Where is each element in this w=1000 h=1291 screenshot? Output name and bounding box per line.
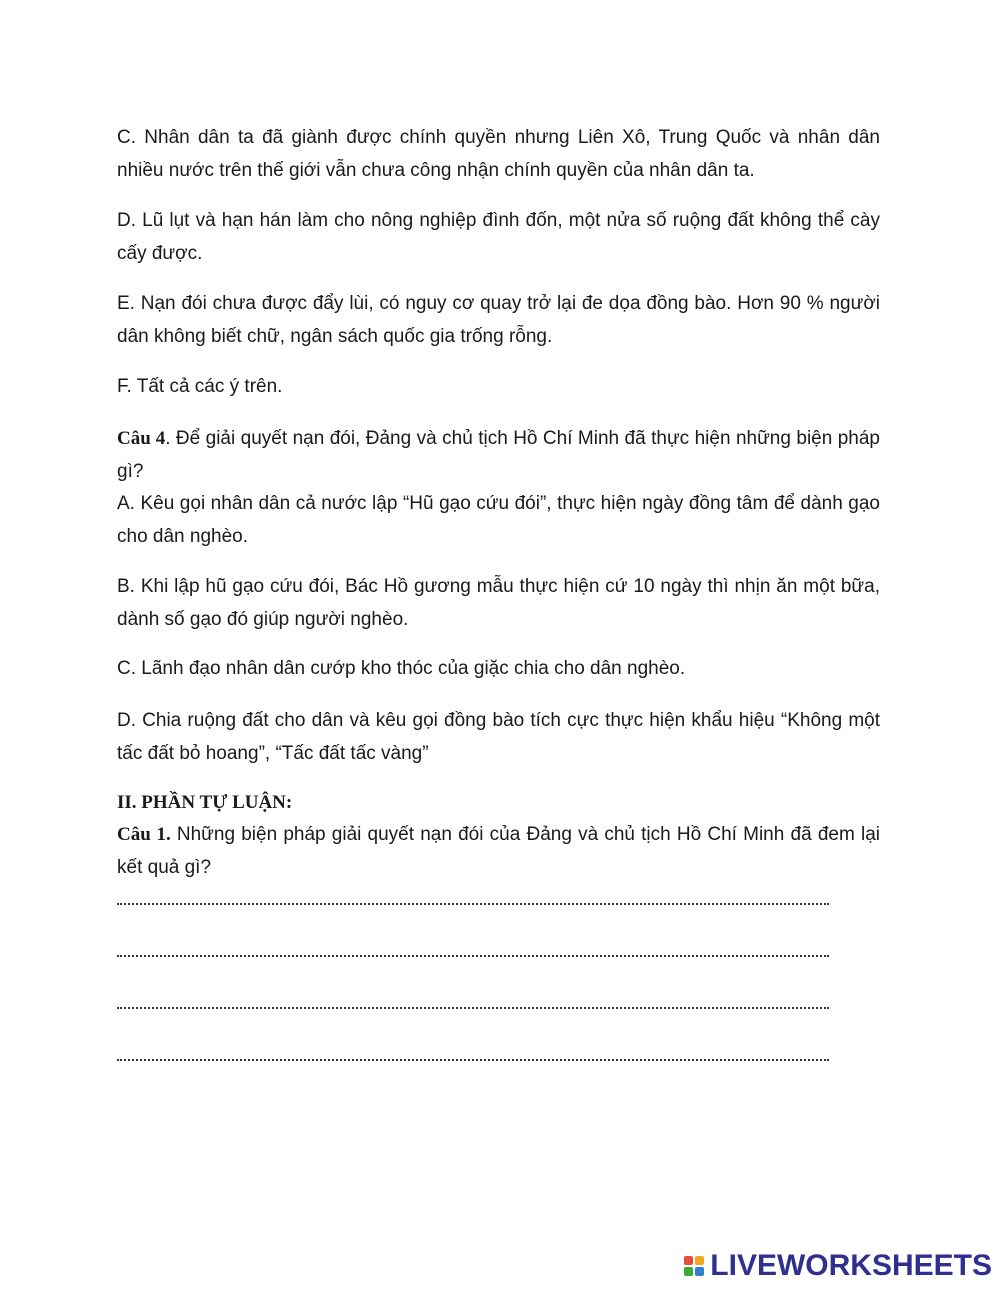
question-4 <box>117 422 880 488</box>
q4-option-b: B. Khi lập hũ gạo cứu đói, Bác Hồ gương mẫu thực hiện cứ 10 ngày thì nhịn ăn một bữa, dành số gạo đó giúp người nghèo. <box>117 576 880 630</box>
logo-square-icon <box>695 1256 704 1265</box>
answer-line-4[interactable] <box>117 1059 829 1061</box>
question-4-text: . Để giải quyết nạn đói, Đảng và chủ tịch Hồ Chí Minh đã thực hiện những biện pháp gì? <box>117 428 880 482</box>
logo-square-icon <box>684 1256 693 1265</box>
logo-square-icon <box>695 1267 704 1276</box>
answer-line-3[interactable] <box>117 1007 829 1009</box>
essay-question-1-text: Những biện pháp giải quyết nạn đói của Đảng và chủ tịch Hồ Chí Minh đã đem lại kết quả gì? <box>117 824 880 878</box>
essay-question-1-label: Câu 1. <box>117 824 171 845</box>
q4-option-c: C. Lãnh đạo nhân dân cướp kho thóc của giặc chia cho dân nghèo. <box>117 658 686 679</box>
answer-line-1[interactable] <box>117 903 829 905</box>
essay-question-1 <box>117 818 880 884</box>
q3-option-e: E. Nạn đói chưa được đẩy lùi, có nguy cơ quay trở lại đe dọa đồng bào. Hơn 90 % người dân không biết chữ, ngân sách quốc gia trống rỗng. <box>117 293 880 347</box>
question-4-label: Câu 4 <box>117 428 166 449</box>
liveworksheets-logo <box>684 1249 992 1283</box>
section-2-title: II. PHẦN TỰ LUẬN: <box>117 792 293 813</box>
q3-option-f: F. Tất cả các ý trên. <box>117 376 283 397</box>
q4-option-d: D. Chia ruộng đất cho dân và kêu gọi đồng bào tích cực thực hiện khẩu hiệu “Không một tấc đất bỏ hoang”, “Tấc đất tấc vàng” <box>117 710 880 764</box>
answer-line-2[interactable] <box>117 955 829 957</box>
q3-option-c: C. Nhân dân ta đã giành được chính quyền nhưng Liên Xô, Trung Quốc và nhân dân nhiều nước trên thế giới vẫn chưa công nhận chính quyền của nhân dân ta. <box>117 127 880 181</box>
liveworksheets-logo-text: LIVEWORKSHEETS <box>710 1249 992 1282</box>
logo-square-icon <box>684 1267 693 1276</box>
liveworksheets-logo-icon <box>684 1256 704 1276</box>
q4-option-a: A. Kêu gọi nhân dân cả nước lập “Hũ gạo cứu đói”, thực hiện ngày đồng tâm để dành gạo cho dân nghèo. <box>117 493 880 547</box>
q3-option-d: D. Lũ lụt và hạn hán làm cho nông nghiệp đình đốn, một nửa số ruộng đất không thể cày cấy được. <box>117 210 880 264</box>
